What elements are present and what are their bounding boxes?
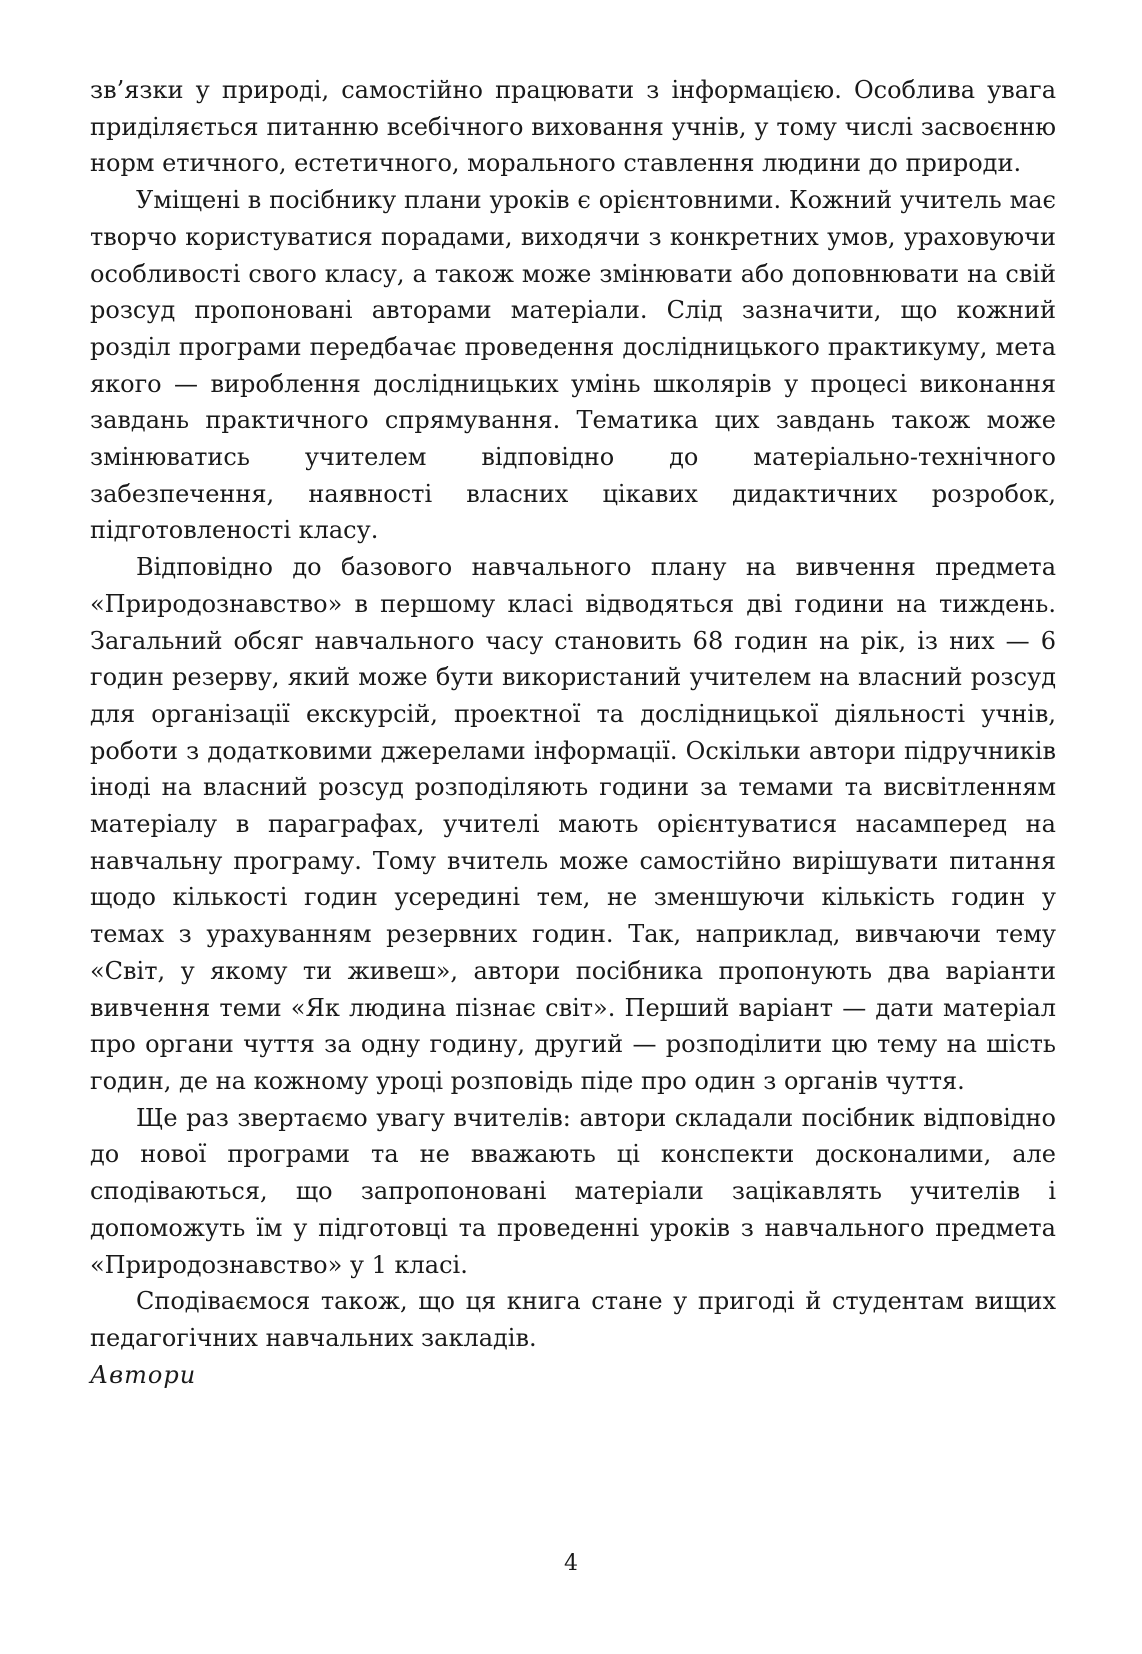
paragraph-continuation: зв’язки у природі, самостійно працювати з інформацією. Особлива увага приділяється питанню всебічного виховання учнів, у тому числі засвоєнню норм етичного, естетичного, морального ставлення людини до природи. <box>90 76 1056 178</box>
paragraph-students-note: Сподіваємося також, що ця книга стане у пригоді й студентам вищих педагогічних навчальних закладів. <box>90 1287 1056 1352</box>
page-number: 4 <box>564 1551 578 1576</box>
paragraph-lesson-plans: Уміщені в посібнику плани уроків є орієнтовними. Кожний учитель має творчо користуватися порадами, виходячи з конкретних умов, ураховуючи особливості свого класу, а також може змінювати або доповнювати на свій розсуд пропоновані авторами матеріали. Слід зазначити, що кожний розділ програми передбачає проведення дослідницького практикуму, мета якого — вироблення дослідницьких умінь школярів у процесі виконання завдань практичного спрямування. Тематика цих завдань також може змінюватись учителем відповідно до матеріально-технічного забезпечення, наявності власних цікавих дидактичних розробок, підготовленості класу. <box>90 186 1056 545</box>
page-body <box>90 72 1056 1393</box>
paragraph-curriculum-hours: Відповідно до базового навчального плану на вивчення предмета «Природознавство» в першому класі відводяться дві години на тиждень. Загальний обсяг навчального часу становить 68 годин на рік, із них — 6 годин резерву, який може бути використаний учителем на власний розсуд для організації екскурсій, проектної та дослідницької діяльності учнів, роботи з додатковими джерелами інформації. Оскільки автори підручників іноді на власний розсуд розподіляють години за темами та висвітленням матеріалу в параграфах, учителі мають орієнтуватися насамперед на навчальну програму. Тому вчитель може самостійно вирішувати питання щодо кількості годин усередині тем, не зменшуючи кількість годин у темах з урахуванням резервних годин. Так, наприклад, вивчаючи тему «Світ, у якому ти живеш», автори посібника пропонують два варіанти вивчення теми «Як людина пізнає світ». Перший варіант — дати матеріал про органи чуття за одну годину, другий — розподілити цю тему на шість годин, де на кожному уроці розповідь піде про один з органів чуття. <box>90 553 1056 1095</box>
authors-signature: Автори <box>90 1360 197 1389</box>
paragraph-teachers-note: Ще раз звертаємо увагу вчителів: автори складали посібник відповідно до нової програми та не вважають ці конспекти досконалими, але сподіваються, що запропоновані матеріали зацікавлять учителів і допоможуть їм у підготовці та проведенні уроків з навчального предмета «Природознавство» у 1 класі. <box>90 1103 1056 1279</box>
